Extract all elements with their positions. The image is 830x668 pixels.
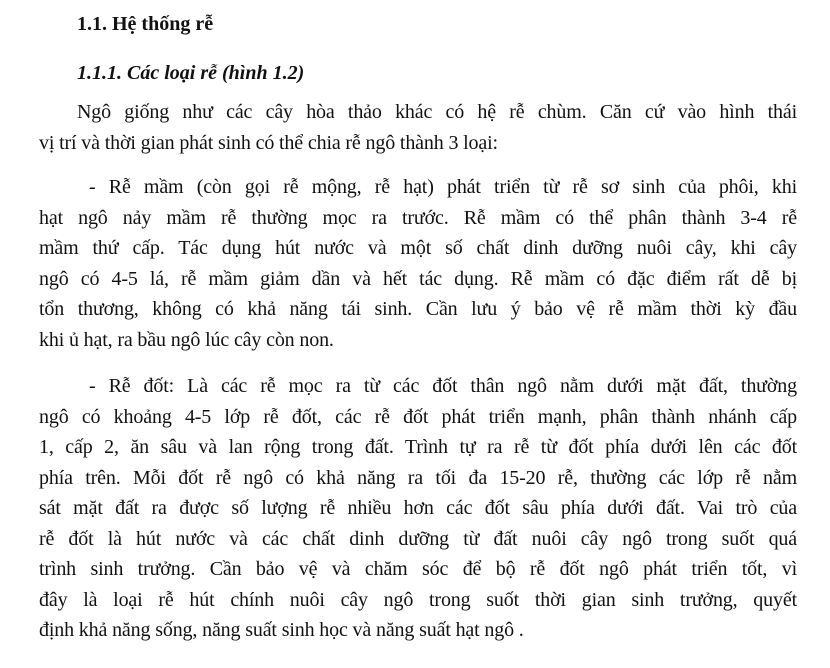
section-heading: 1.1. Hệ thống rễ [77, 13, 214, 35]
paragraph-line: định khả năng sống, năng suất sinh học và năng suất hạt ngô . [39, 619, 524, 641]
paragraph-seminal-roots [39, 172, 797, 355]
paragraph-line: ngô có 4-5 lá, rễ mầm giảm dần và hết tác dụng. Rễ mầm có đặc điểm rất dễ bị [39, 267, 797, 290]
paragraph-line: tổn thương, không có khả năng tái sinh. Cần lưu ý bảo vệ rễ mầm thời kỳ đầu [39, 298, 797, 320]
paragraph-intro [39, 97, 797, 158]
paragraph-line: Ngô giống như các cây hòa thảo khác có hệ rễ chùm. Căn cứ vào hình thái [77, 101, 797, 123]
paragraph-line: trình sinh trưởng. Cần bảo vệ và chăm sóc để bộ rễ đốt ngô phát triển tốt, vì [39, 558, 797, 580]
paragraph-line: sát mặt đất ra được số lượng rễ nhiều hơn các đốt sâu phía dưới đất. Vai trò của [39, 497, 797, 519]
paragraph-line: vị trí và thời gian phát sinh có thể chia rễ ngô thành 3 loại: [39, 131, 498, 154]
paragraph-line: rễ đốt là hút nước và các chất dinh dưỡng từ đất nuôi cây ngô trong suốt quá [39, 527, 797, 550]
paragraph-line: ngô có khoảng 4-5 lớp rễ đốt, các rễ đốt phát triển mạnh, phân thành nhánh cấp [39, 405, 797, 428]
paragraph-line: phía trên. Mỗi đốt rễ ngô có khả năng ra tối đa 15-20 rễ, thường các lớp rễ nằm [39, 466, 797, 489]
paragraph-line: khi ủ hạt, ra bầu ngô lúc cây còn non. [39, 328, 334, 351]
paragraph-line: - Rễ đốt: Là các rễ mọc ra từ các đốt thân ngô nằm dưới mặt đất, thường [89, 375, 797, 397]
paragraph-line: hạt ngô nảy mầm rễ thường mọc ra trước. Rễ mầm có thể phân thành 3-4 rễ [39, 206, 797, 229]
paragraph-line: - Rễ mầm (còn gọi rễ mộng, rễ hạt) phát triển từ rễ sơ sinh của phôi, khi [89, 176, 797, 198]
paragraph-line: 1, cấp 2, ăn sâu và lan rộng trong đất. Trình tự ra rễ từ đốt phía dưới lên các đốt [39, 436, 797, 458]
paragraph-nodal-roots [39, 371, 797, 646]
paragraph-line: mầm thứ cấp. Tác dụng hút nước và một số chất dinh dưỡng nuôi cây, khi cây [39, 237, 797, 259]
subsection-heading: 1.1.1. Các loại rễ (hình 1.2) [77, 62, 305, 84]
paragraph-line: đây là loại rễ hút chính nuôi cây ngô trong suốt thời gian sinh trưởng, quyết [39, 588, 797, 611]
